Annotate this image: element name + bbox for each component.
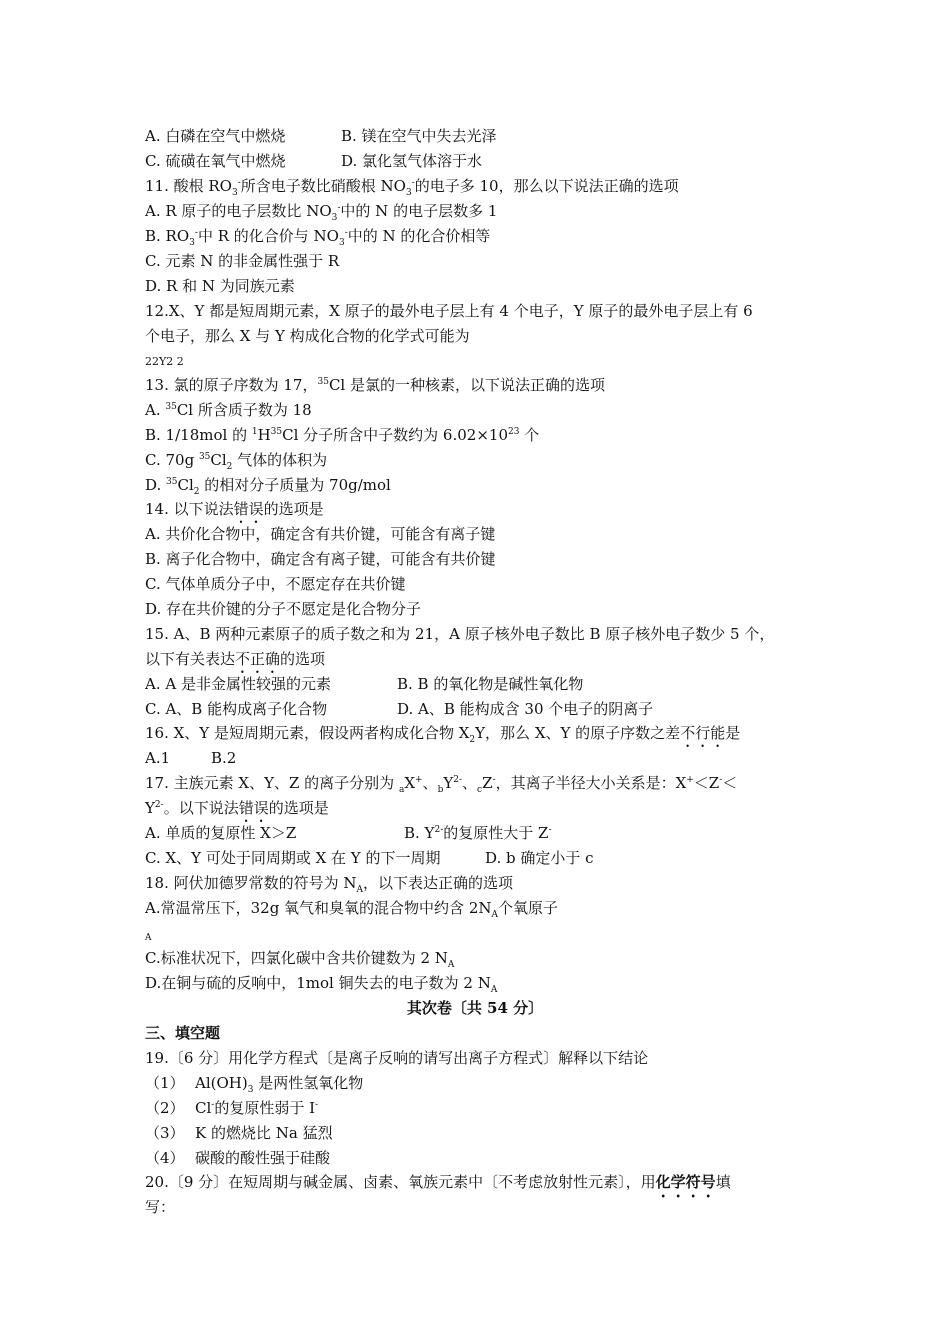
q17-option-c: C. X、Y 可处于同周期或 X 在 Y 的下一周期 — [145, 849, 441, 867]
q19-item-3: （3） K 的燃烧比 Na 猛烈 — [145, 1124, 333, 1142]
q10-option-c: C. 硫磺在氧气中燃烧 — [145, 152, 286, 170]
q16-stem: 16. X、Y 是短周期元素，假设两者构成化合物 $X_2Y$，那么 X、Y 的原子序数之差不行能是 — [145, 724, 741, 745]
q15-option-d: D. A、B 能构成含 30 个电子的阴离子 — [397, 700, 654, 718]
section-3-title: 三、填空题 — [145, 1024, 221, 1042]
q13-option-c: C. 70g $^{35}Cl_2$ 气体的体积为 — [145, 451, 328, 472]
q16-emphasis: 不行能 — [680, 724, 726, 742]
q16-option-a: A.1 — [145, 749, 171, 767]
q13-stem: 13. 氯的原子序数为 17，$^{35}$Cl 是氯的一种核素，以下说法正确的选项 — [145, 376, 605, 394]
q17-emphasis: 错误 — [238, 799, 269, 817]
q20-emphasis: 化学符号 — [655, 1173, 716, 1191]
q18-option-d: D.在铜与硫的反响中，1mol 铜失去的电子数为 2 $N_A$ — [145, 974, 498, 995]
q10-options-row-2 — [145, 151, 483, 171]
q14-option-d: D. 存在共价键的分子不愿定是化合物分子 — [145, 600, 422, 618]
q11-option-b: B. $RO_3^-$中 R 的化合价与 $NO_3^-$中的 N 的化合价相等 — [145, 227, 491, 248]
q13-option-b: B. 1/18mol 的 $^1H^{35}Cl$ 分子所含中子数约为 $6.02\times 10^{23}$ 个 — [145, 426, 540, 444]
q18-stray-fragment: A — [145, 933, 152, 943]
q17-option-b: B. $Y^{2-}$的复原性大于 Z- — [404, 824, 552, 842]
q14-emphasis: 错误 — [233, 500, 264, 518]
q19-item-2: （2） Cl-的复原性弱于 I- — [145, 1099, 319, 1117]
q12-stem-line-1: 12.X、Y 都是短周期元素，X 原子的最外电子层上有 4 个电子，Y 原子的最外电子层上有 6 — [145, 302, 753, 320]
q14-option-b: B. 离子化合物中，确定含有离子键，可能含有共价键 — [145, 550, 496, 568]
q12-stem-line-2: 个电子，那么 X 与 Y 构成化合物的化学式可能为 — [145, 327, 470, 345]
q10-option-d: D. 氯化氢气体溶于水 — [341, 152, 483, 170]
q15-option-a: A. A 是非金属性较强的元素 — [145, 675, 331, 693]
q15-option-c: C. A、B 能构成离子化合物 — [145, 700, 328, 718]
q17-options-row-1 — [145, 823, 552, 843]
q14-stem: 14. 以下说法错误的选项是 — [145, 500, 324, 518]
q14-option-a: A. 共价化合物中，确定含有共价键，可能含有离子键 — [145, 525, 496, 543]
q15-stem-line-2: 以下有关表达不正确的选项 — [145, 650, 326, 668]
q20-stem-line-2: 写： — [145, 1198, 176, 1216]
q10-option-a: A. 白磷在空气中燃烧 — [145, 127, 286, 145]
q20-stem-line-1: 20.〔9 分〕在短周期与碱金属、卤素、氧族元素中〔不考虑放射性元素〕，用化学符号填 — [145, 1173, 731, 1191]
q17-option-a: A. 单质的复原性 X＞Z — [145, 824, 297, 842]
q19-item-1: （1） $Al(OH)_3$ 是两性氢氧化物 — [145, 1074, 364, 1095]
q18-option-c: C.标准状况下，四氯化碳中含共价键数为 2 $N_A$ — [145, 949, 455, 970]
q15-options-row-2 — [145, 699, 654, 719]
q12-formula-fragment: 22Y2 2 — [145, 355, 184, 368]
q17-options-row-2 — [145, 848, 594, 868]
q10-options-row-1 — [145, 126, 497, 146]
q17-stem-line-2: $Y^{2-}$。以下说法错误的选项是 — [145, 799, 329, 817]
q15-emphasis: 不正确 — [235, 650, 281, 668]
q16-options — [145, 748, 237, 768]
q15-stem-line-1: 15. A、B 两种元素原子的质子数之和为 21，A 原子核外电子数比 B 原子核外电子数少 5 个， — [145, 625, 775, 643]
section-2-title: 其次卷〔共 54 分〕 — [406, 999, 544, 1017]
q17-option-d: D. b 确定小于 c — [485, 849, 594, 867]
q17-stem-line-1: 17. 主族元素 X、Y、Z 的离子分别为 $_a$X+、$_bY^{2-}$、$_c$Z-，其离子半径大小关系是：X+＜Z-＜ — [145, 774, 738, 795]
q11-option-a: A. R 原子的电子层数比 $NO_3^-$中的 N 的电子层数多 1 — [145, 202, 498, 223]
q15-options-row-1 — [145, 674, 584, 694]
q13-option-d: D. $^{35}Cl_2$ 的相对分子质量为 70g/mol — [145, 476, 391, 497]
q11-option-d: D. R 和 N 为同族元素 — [145, 277, 295, 295]
q16-option-b: B.2 — [211, 749, 237, 767]
q11-option-c: C. 元素 N 的非金属性强于 R — [145, 252, 340, 270]
q18-option-a: A.常温常压下，32g 氧气和臭氧的混合物中约含 $2N_A$个氧原子 — [145, 899, 559, 920]
q11-stem: 11. 酸根 $RO_3^-$所含电子数比硝酸根 $NO_3^-$的电子多 10，那么以下说法正确的选项 — [145, 177, 679, 198]
q18-stem: 18. 阿伏加德罗常数的符号为 $N_A$，以下表达正确的选项 — [145, 874, 514, 895]
q14-option-c: C. 气体单质分子中，不愿定存在共价键 — [145, 575, 406, 593]
q15-option-b: B. B 的氧化物是碱性氧化物 — [397, 675, 584, 693]
q19-stem: 19.〔6 分〕用化学方程式〔是离子反响的请写出离子方程式〕解释以下结论 — [145, 1049, 649, 1067]
q13-option-a: A. $^{35}$Cl 所含质子数为 18 — [145, 401, 312, 419]
q19-item-4: （4） 碳酸的酸性强于硅酸 — [145, 1149, 331, 1167]
q10-option-b: B. 镁在空气中失去光泽 — [341, 127, 497, 145]
